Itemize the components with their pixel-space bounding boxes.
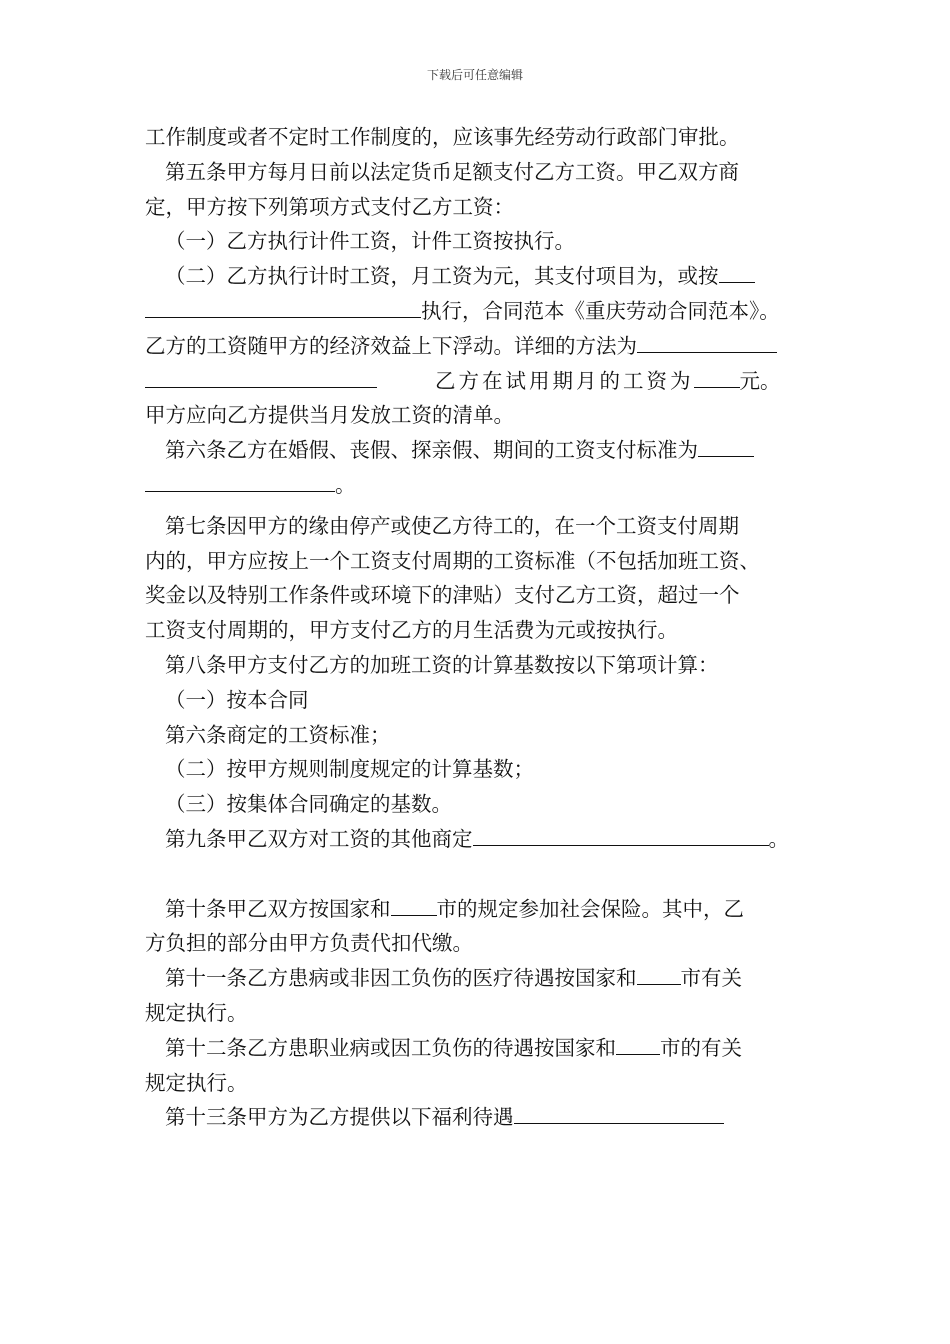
fill-blank[interactable]	[514, 1101, 724, 1124]
fill-blank[interactable]	[473, 823, 769, 846]
paragraph-line	[145, 294, 810, 329]
paragraph-line: 方负担的部分由甲方负责代扣代缴。	[145, 931, 473, 956]
line-text: 。	[335, 472, 356, 497]
line-text: 市的有关	[660, 1035, 742, 1060]
fill-blank[interactable]	[698, 434, 754, 457]
paragraph-line: （三）按集体合同确定的基数。	[165, 792, 452, 817]
line-text: 市有关	[680, 966, 742, 991]
paragraph-line	[145, 329, 810, 364]
line-text: 第十二条乙方患职业病或因工负伤的待遇按国家和	[165, 1035, 616, 1060]
fill-blank[interactable]	[616, 1032, 660, 1055]
line-text: 第九条甲乙双方对工资的其他商定	[165, 826, 473, 851]
paragraph-line: 内的，甲方应按上一个工资支付周期的工资标准（不包括加班工资、	[145, 548, 760, 573]
fill-blank[interactable]	[694, 365, 740, 388]
paragraph-line	[145, 892, 810, 927]
fill-blank[interactable]	[391, 893, 437, 916]
fill-blank[interactable]	[145, 295, 421, 318]
line-text: 。	[768, 826, 789, 851]
paragraph-line: 甲方应向乙方提供当月发放工资的清单。	[145, 403, 514, 428]
page-header: 下载后可任意编辑	[426, 68, 523, 82]
paragraph-line	[145, 259, 810, 294]
paragraph-line: 工资支付周期的，甲方支付乙方的月生活费为元或按执行。	[145, 618, 678, 643]
paragraph-line: 规定执行。	[145, 1070, 248, 1095]
paragraph-line: 第五条甲方每月日前以法定货币足额支付乙方工资。甲乙双方商	[165, 159, 739, 184]
paragraph-line: （二）按甲方规则制度规定的计算基数；	[165, 757, 534, 782]
line-text: 市的规定参加社会保险。其中，乙	[436, 896, 744, 921]
fill-blank[interactable]	[719, 260, 755, 283]
paragraph-line: 规定执行。	[145, 1000, 248, 1025]
fill-blank[interactable]	[637, 330, 777, 353]
paragraph-line: 奖金以及特别工作条件或环境下的津贴）支付乙方工资，超过一个	[145, 583, 740, 608]
paragraph-line	[145, 1100, 810, 1135]
paragraph-line: 第六条商定的工资标准；	[165, 722, 391, 747]
document-body	[145, 120, 810, 1135]
paragraph-line	[145, 433, 810, 468]
line-text: 执行，合同范本《重庆劳动合同范本》。	[421, 298, 780, 323]
fill-blank[interactable]	[145, 365, 377, 388]
paragraph-line: （一）乙方执行计件工资，计件工资按执行。	[165, 229, 575, 254]
line-text: 元。	[739, 368, 781, 393]
paragraph-line	[145, 1031, 810, 1066]
line-text: 乙方的工资随甲方的经济效益上下浮动。详细的方法为	[145, 333, 637, 358]
paragraph-line	[145, 822, 810, 857]
paragraph-line	[145, 468, 810, 503]
fill-blank[interactable]	[145, 469, 335, 492]
line-text: 第十三条甲方为乙方提供以下福利待遇	[165, 1105, 514, 1130]
fill-blank[interactable]	[637, 962, 681, 985]
line-text: （二）乙方执行计时工资，月工资为元，其支付项目为，或按	[165, 264, 719, 289]
paragraph-line	[145, 961, 810, 996]
paragraph-line: 定，甲方按下列第项方式支付乙方工资：	[145, 194, 514, 219]
paragraph-line: 第七条因甲方的缘由停产或使乙方待工的，在一个工资支付周期	[165, 513, 739, 538]
line-text: 第十一条乙方患病或非因工负伤的医疗待遇按国家和	[165, 966, 637, 991]
paragraph-line: 工作制度或者不定时工作制度的，应该事先经劳动行政部门审批。	[145, 125, 740, 149]
line-text: 乙方在试用期月的工资为	[435, 368, 694, 393]
line-text: 第六条乙方在婚假、丧假、探亲假、期间的工资支付标准为	[165, 438, 698, 463]
line-text: 第十条甲乙双方按国家和	[165, 896, 391, 921]
paragraph-line: （一）按本合同	[165, 687, 309, 712]
paragraph-line: 第八条甲方支付乙方的加班工资的计算基数按以下第项计算：	[165, 652, 719, 677]
paragraph-line	[145, 364, 810, 399]
